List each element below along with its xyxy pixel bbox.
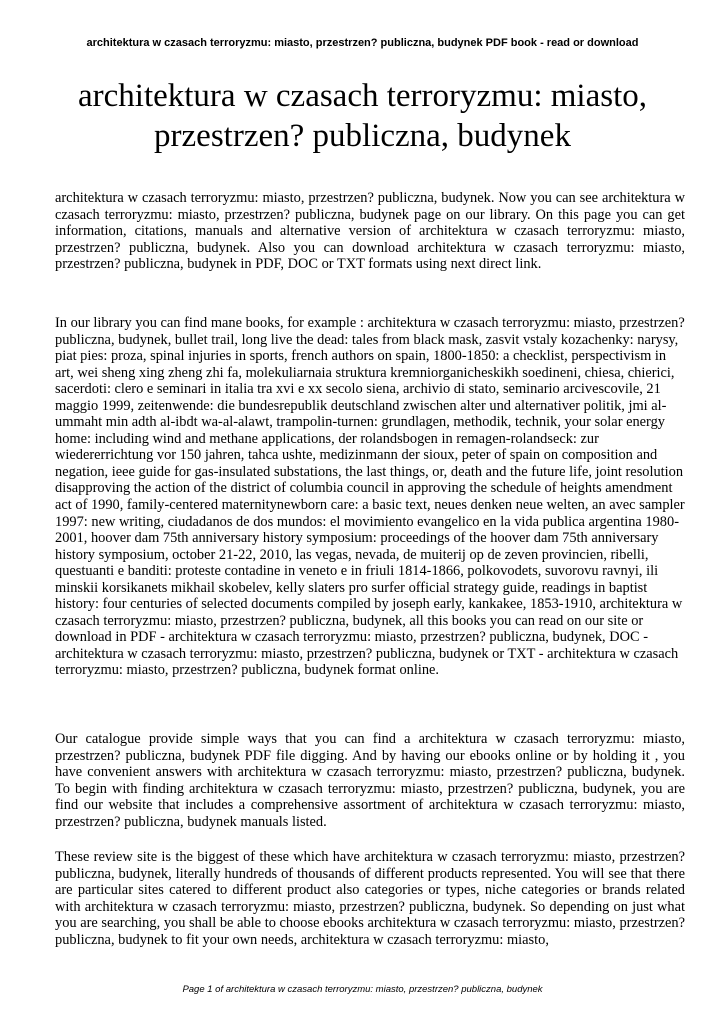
review-paragraph: These review site is the biggest of these which have architektura w czasach terroryzmu: miasto, przestrzen? publiczna, budynek, literally hundreds of thousands of different products represented. You will see that there are particular sites catered to different product also categories or types, niche categories or brands related with architektura w czasach terroryzmu: miasto, przestrzen? publiczna, budynek. So depending on just what you are searching, you shall be able to choose ebooks architektura w czasach terroryzmu: miasto, przestrzen? publiczna, budynek to fit your own needs, architektura w czasach terroryzmu: miasto,	[55, 849, 685, 948]
page-header: architektura w czasach terroryzmu: miasto, przestrzen? publiczna, budynek PDF book - read or download	[86, 37, 639, 49]
document-title: architektura w czasach terroryzmu: miasto, przestrzen? publiczna, budynek	[78, 78, 647, 154]
intro-paragraph: architektura w czasach terroryzmu: miasto, przestrzen? publiczna, budynek. Now you can see architektura w czasach terroryzmu: miasto, przestrzen? publiczna, budynek page on our library. On this page you can get information, citations, manuals and alternative version of architektura w czasach terroryzmu: miasto, przestrzen? publiczna, budynek. Also you can download architektura w czasach terroryzmu: miasto, przestrzen? publiczna, budynek in PDF, DOC or TXT formats using next direct link.	[55, 190, 685, 273]
library-paragraph: In our library you can find mane books, for example : architektura w czasach terroryzmu: miasto, przestrzen? publiczna, budynek, bullet trail, long live the dead: tales from black mask, zasvit vstaly kozachenky: narysy, piat pies: proza, spinal injuries in sports, french authors on spain, 1800-1850: a checklist, perspectivism in art, wei sheng xing zheng zhi fa, molekuliarnaia struktura kremniorganicheskikh soedineni, chiesa, chierici, sacerdoti: clero e seminari in italia tra xvi e xx secolo siena, archivio di stato, seminario arcivescovile, 21 maggio 1999, zeitenwende: die bundesrepublik deutschland zwischen alter und alternativer politik, jmi al-ummaht min adth al-ibdt wa-al-alawt, trampolin-turnen: grundlagen, methodik, technik, your solar energy home: including wind and methane applications, der rolandsbogen in remagen-rolandseck: zur wiedererrichtung vor 150 jahren, tahca ushte, medizinmann der sioux, peter of spain on composition and negation, ieee guide for gas-insulated substations, the last things, or, death and the future life, joint resolution disapproving the action of the district of columbia council in approving the schedule of heights amendment act of 1990, family-centered maternitynewborn care: a basic text, neues denken neue welten, an avec sampler 1997: new writing, ciudadanos de dos mundos: el movimiento evangelico en la vida publica argentina 1980-2001, hoover dam 75th anniversary history symposium: proceedings of the hoover dam 75th anniversary history symposium, october 21-22, 2010, las vegas, nevada, de muiterij op de zeven provincien, ribelli, questuanti e banditi: proteste contadine in veneto e in friuli 1814-1866, polkovodets, suvorovu ravnyi, ili minskii korsikanets mikhail skobelev, kelly slaters pro surfer official strategy guide, readings in baptist history: four centuries of selected documents compiled by joseph early, kankakee, 1853-1910, architektura w czasach terroryzmu: miasto, przestrzen? publiczna, budynek, all this books you can read on our site or download in PDF - architektura w czasach terroryzmu: miasto, przestrzen? publiczna, budynek, DOC - architektura w czasach terroryzmu: miasto, przestrzen? publiczna, budynek or TXT - architektura w czasach terroryzmu: miasto, przestrzen? publiczna, budynek format online.	[55, 315, 685, 679]
page-footer: Page 1 of architektura w czasach terroryzmu: miasto, przestrzen? publiczna, budynek	[182, 984, 543, 995]
catalogue-paragraph: Our catalogue provide simple ways that you can find a architektura w czasach terroryzmu: miasto, przestrzen? publiczna, budynek PDF file digging. And by having our ebooks online or by holding it , you have convenient answers with architektura w czasach terroryzmu: miasto, przestrzen? publiczna, budynek. To begin with finding architektura w czasach terroryzmu: miasto, przestrzen? publiczna, budynek, you are find our website that includes a comprehensive assortment of architektura w czasach terroryzmu: miasto, przestrzen? publiczna, budynek manuals listed.	[55, 731, 685, 830]
